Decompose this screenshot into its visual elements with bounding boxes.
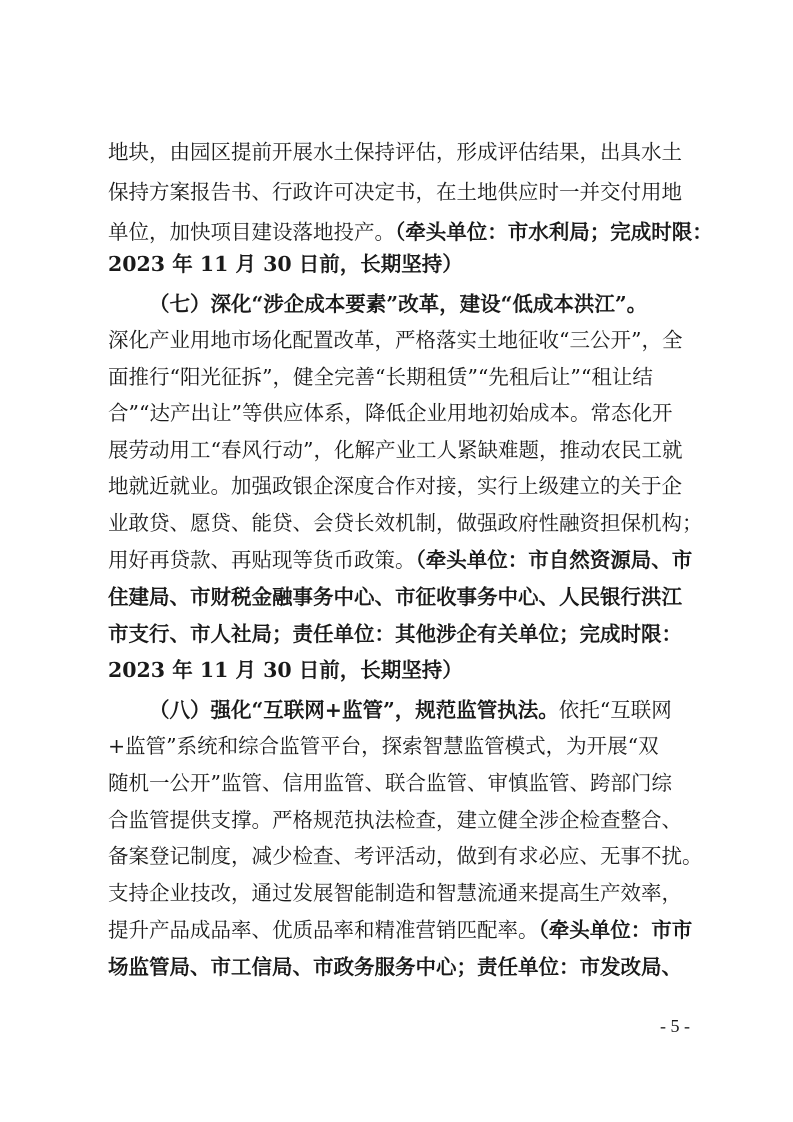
body-text: 深化产业用地市场化配置改革，严格落实土地征收“三公开”，全 bbox=[108, 328, 683, 352]
body-text: 合”“达产出让”等供应体系，降低企业用地初始成本。常态化开 bbox=[108, 401, 673, 425]
deadline-text: 2023 年 11 月 30 日前，长期坚持） bbox=[108, 658, 463, 682]
body-text: 合监管提供支撑。严格规范执法检查，建立健全涉企检查整合、 bbox=[108, 808, 682, 832]
responsibility-note: （牵头单位：市水利局；完成时限： bbox=[395, 220, 713, 244]
body-text: 保持方案报告书、行政许可决定书，在土地供应时一并交付用地 bbox=[108, 180, 682, 204]
body-text: 地块，由园区提前开展水土保持评估，形成评估结果，出具水土 bbox=[108, 140, 682, 164]
body-line bbox=[108, 910, 692, 950]
body-line bbox=[108, 763, 672, 803]
body-line bbox=[108, 172, 682, 212]
section-heading-text: （七）深化“涉企成本要素”改革，建设“低成本洪江”。 bbox=[149, 292, 648, 316]
body-text: 备案登记制度，减少检查、考评活动，做到有求必应、无事不扰。 bbox=[108, 844, 703, 868]
responsibility-note: （牵头单位：市市 bbox=[538, 918, 693, 942]
body-line bbox=[108, 614, 682, 654]
body-line bbox=[108, 947, 682, 987]
body-line bbox=[108, 503, 703, 543]
deadline-text: 2023 年 11 月 30 日前，长期坚持） bbox=[108, 252, 463, 276]
body-line bbox=[108, 726, 659, 766]
body-line bbox=[108, 132, 682, 172]
body-line bbox=[108, 577, 682, 617]
body-line bbox=[108, 430, 682, 470]
body-text: 用好再贷款、再贴现等货币政策。 bbox=[108, 548, 416, 572]
body-text: 单位，加快项目建设落地投产。 bbox=[108, 220, 395, 244]
section-heading bbox=[149, 690, 672, 730]
page-number: - 5 - bbox=[660, 1016, 690, 1036]
body-text: +监管”系统和综合监管平台，探索智慧监管模式，为开展“双 bbox=[108, 734, 659, 758]
section-heading bbox=[149, 284, 647, 324]
body-text: 提升产品成品率、优质品率和精准营销匹配率。 bbox=[108, 918, 539, 942]
responsibility-note: 场监管局、市工信局、市政务服务中心；责任单位：市发改局、 bbox=[108, 955, 682, 979]
body-text: 业敢贷、愿贷、能贷、会贷长效机制，做强政府性融资担保机构； bbox=[108, 511, 703, 535]
body-line bbox=[108, 873, 682, 913]
body-line bbox=[108, 650, 463, 690]
body-text: 展劳动用工“春风行动”，化解产业工人紧缺难题，推动农民工就 bbox=[108, 438, 683, 462]
body-line bbox=[108, 357, 653, 397]
body-text: 地就近就业。加强政银企深度合作对接，实行上级建立的关于企 bbox=[108, 474, 682, 498]
responsibility-note: 住建局、市财税金融事务中心、市征收事务中心、人民银行洪江 bbox=[108, 585, 682, 609]
body-text: 支持企业技改，通过发展智能制造和智慧流通来提高生产效率， bbox=[108, 881, 682, 905]
body-line bbox=[108, 836, 703, 876]
responsibility-note: （牵头单位：市自然资源局、市 bbox=[415, 548, 693, 572]
body-text: 面推行“阳光征拆”，健全完善“长期租赁”“先租后让”“租让结 bbox=[108, 365, 653, 389]
section-heading-text: （八）强化“互联网+监管”，规范监管执法。 bbox=[149, 698, 559, 722]
body-line bbox=[108, 244, 463, 284]
body-line bbox=[108, 466, 682, 506]
responsibility-note: 市支行、市人社局；责任单位：其他涉企有关单位；完成时限： bbox=[108, 622, 682, 646]
body-line bbox=[108, 540, 692, 580]
body-text: 随机一公开”监管、信用监管、联合监管、审慎监管、跨部门综 bbox=[108, 771, 672, 795]
body-line bbox=[108, 320, 682, 360]
body-text: 依托“互联网 bbox=[558, 698, 672, 722]
body-line bbox=[108, 393, 672, 433]
body-line bbox=[108, 800, 682, 840]
